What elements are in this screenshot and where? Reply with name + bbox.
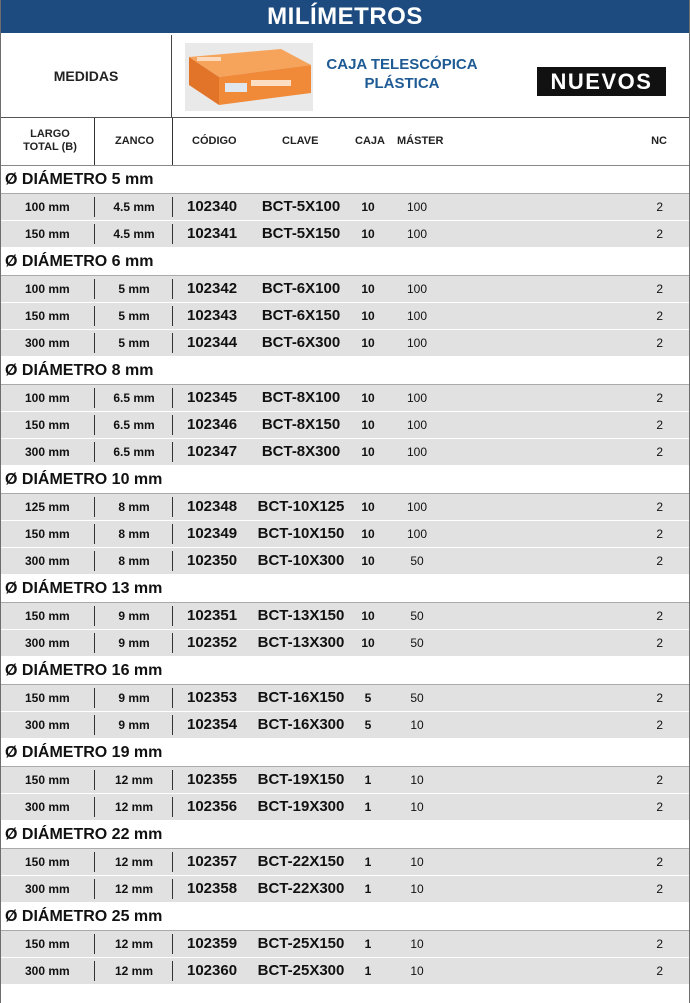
clave-cell: BCT-13X300 — [257, 634, 345, 651]
section-title: Ø DIÁMETRO 8 mm — [1, 357, 689, 385]
master-cell: 100 — [406, 445, 428, 459]
clave-cell: BCT-22X300 — [257, 880, 345, 897]
master-cell: 100 — [406, 336, 428, 350]
master-cell: 50 — [410, 691, 424, 705]
nc-cell: 2 — [656, 554, 663, 568]
master-cell: 100 — [406, 418, 428, 432]
caja-cell: 5 — [364, 691, 372, 705]
codigo-cell: 102354 — [187, 716, 238, 733]
zanco-cell: 12 mm — [114, 773, 154, 787]
caja-cell: 1 — [364, 855, 372, 869]
section-title: Ø DIÁMETRO 19 mm — [1, 739, 689, 767]
column-divider — [94, 797, 95, 817]
col-zanco: ZANCO — [115, 135, 155, 147]
nc-cell: 2 — [656, 609, 663, 623]
codigo-cell: 102359 — [187, 935, 238, 952]
largo-cell: 150 mm — [25, 855, 70, 869]
column-divider — [94, 852, 95, 872]
table-row — [1, 685, 689, 712]
largo-cell: 100 mm — [25, 200, 70, 214]
clave-cell: BCT-22X150 — [257, 853, 345, 870]
column-divider — [94, 197, 95, 217]
table-row — [1, 194, 689, 221]
table-row — [1, 794, 689, 821]
column-divider — [94, 118, 95, 165]
largo-cell: 300 mm — [25, 554, 70, 568]
master-cell: 50 — [410, 609, 424, 623]
codigo-cell: 102356 — [187, 798, 238, 815]
column-divider — [172, 224, 173, 244]
codigo-cell: 102351 — [187, 607, 238, 624]
codigo-cell: 102343 — [187, 307, 238, 324]
clave-cell: BCT-5X100 — [261, 198, 341, 215]
column-divider — [172, 388, 173, 408]
clave-cell: BCT-19X150 — [257, 771, 345, 788]
largo-cell: 125 mm — [25, 500, 70, 514]
col-largo: LARGO TOTAL (B) — [23, 128, 77, 153]
nc-cell: 2 — [656, 227, 663, 241]
table-row — [1, 439, 689, 466]
column-divider — [94, 306, 95, 326]
master-cell: 10 — [410, 773, 424, 787]
column-divider — [172, 197, 173, 217]
master-cell: 10 — [410, 718, 424, 732]
zanco-cell: 6.5 mm — [113, 391, 155, 405]
largo-cell: 100 mm — [25, 391, 70, 405]
zanco-cell: 8 mm — [118, 527, 150, 541]
clave-cell: BCT-25X150 — [257, 935, 345, 952]
clave-cell: BCT-19X300 — [257, 798, 345, 815]
column-divider — [172, 118, 173, 165]
column-headers — [1, 118, 689, 166]
column-divider — [172, 633, 173, 653]
codigo-cell: 102360 — [187, 962, 238, 979]
caja-cell: 10 — [361, 527, 375, 541]
caja-cell: 10 — [361, 309, 375, 323]
caja-telescopica-label: CAJA TELESCÓPICA PLÁSTICA — [326, 56, 478, 92]
clave-cell: BCT-8X150 — [261, 416, 341, 433]
zanco-cell: 5 mm — [118, 282, 150, 296]
zanco-cell: 12 mm — [114, 882, 154, 896]
column-divider — [172, 879, 173, 899]
column-divider — [94, 606, 95, 626]
largo-cell: 300 mm — [25, 718, 70, 732]
col-codigo: CÓDIGO — [192, 135, 237, 147]
section-title: Ø DIÁMETRO 5 mm — [1, 166, 689, 194]
codigo-cell: 102342 — [187, 280, 238, 297]
table-row — [1, 303, 689, 330]
table-row — [1, 603, 689, 630]
column-divider — [172, 524, 173, 544]
master-cell: 100 — [406, 527, 428, 541]
codigo-cell: 102341 — [187, 225, 238, 242]
largo-cell: 150 mm — [25, 227, 70, 241]
column-divider — [172, 306, 173, 326]
column-divider — [94, 388, 95, 408]
largo-cell: 100 mm — [25, 282, 70, 296]
table-row — [1, 630, 689, 657]
codigo-cell: 102347 — [187, 443, 238, 460]
col-caja: CAJA — [355, 135, 385, 147]
codigo-cell: 102355 — [187, 771, 238, 788]
section-title: Ø DIÁMETRO 13 mm — [1, 575, 689, 603]
clave-cell: BCT-16X150 — [257, 689, 345, 706]
caja-cell: 5 — [364, 718, 372, 732]
codigo-cell: 102350 — [187, 552, 238, 569]
col-nc: NC — [651, 135, 667, 147]
section-title: Ø DIÁMETRO 22 mm — [1, 821, 689, 849]
caja-cell: 1 — [364, 937, 372, 951]
master-cell: 10 — [410, 855, 424, 869]
column-divider — [172, 551, 173, 571]
caja-cell: 10 — [361, 636, 375, 650]
column-divider — [94, 279, 95, 299]
nc-cell: 2 — [656, 718, 663, 732]
column-divider — [94, 879, 95, 899]
table-row — [1, 849, 689, 876]
column-divider — [172, 961, 173, 981]
clave-cell: BCT-10X125 — [257, 498, 345, 515]
largo-cell: 150 mm — [25, 609, 70, 623]
codigo-cell: 102352 — [187, 634, 238, 651]
table-row — [1, 931, 689, 958]
section-title: Ø DIÁMETRO 16 mm — [1, 657, 689, 685]
column-divider — [172, 770, 173, 790]
caja-cell: 1 — [364, 800, 372, 814]
clave-cell: BCT-6X300 — [261, 334, 341, 351]
column-divider — [172, 442, 173, 462]
nc-cell: 2 — [656, 336, 663, 350]
zanco-cell: 8 mm — [118, 554, 150, 568]
caja-cell: 10 — [361, 282, 375, 296]
nc-cell: 2 — [656, 964, 663, 978]
column-divider — [94, 497, 95, 517]
table-row — [1, 494, 689, 521]
caja-cell: 10 — [361, 418, 375, 432]
master-cell: 50 — [410, 636, 424, 650]
zanco-cell: 6.5 mm — [113, 445, 155, 459]
column-divider — [94, 770, 95, 790]
codigo-cell: 102349 — [187, 525, 238, 542]
nc-cell: 2 — [656, 282, 663, 296]
master-cell: 10 — [410, 964, 424, 978]
medidas-label: MEDIDAS — [1, 35, 172, 117]
nuevos-badge: NUEVOS — [537, 67, 666, 96]
largo-cell: 150 mm — [25, 527, 70, 541]
nc-cell: 2 — [656, 391, 663, 405]
largo-cell: 300 mm — [25, 636, 70, 650]
largo-cell: 300 mm — [25, 336, 70, 350]
largo-cell: 300 mm — [25, 882, 70, 896]
column-divider — [94, 524, 95, 544]
master-cell: 100 — [406, 227, 428, 241]
codigo-cell: 102346 — [187, 416, 238, 433]
master-cell: 100 — [406, 500, 428, 514]
column-divider — [94, 715, 95, 735]
nc-cell: 2 — [656, 636, 663, 650]
zanco-cell: 9 mm — [118, 718, 150, 732]
column-divider — [94, 934, 95, 954]
master-cell: 100 — [406, 391, 428, 405]
table-row — [1, 221, 689, 248]
zanco-cell: 9 mm — [118, 609, 150, 623]
column-divider — [94, 415, 95, 435]
clave-cell: BCT-5X150 — [261, 225, 341, 242]
zanco-cell: 12 mm — [114, 964, 154, 978]
largo-cell: 150 mm — [25, 309, 70, 323]
column-divider — [172, 415, 173, 435]
table-row — [1, 276, 689, 303]
clave-cell: BCT-6X150 — [261, 307, 341, 324]
nc-cell: 2 — [656, 445, 663, 459]
clave-cell: BCT-8X100 — [261, 389, 341, 406]
clave-cell: BCT-10X300 — [257, 552, 345, 569]
product-header — [1, 35, 689, 118]
table-row — [1, 876, 689, 903]
table-row — [1, 330, 689, 357]
codigo-cell: 102353 — [187, 689, 238, 706]
nc-cell: 2 — [656, 855, 663, 869]
nc-cell: 2 — [656, 773, 663, 787]
column-divider — [94, 224, 95, 244]
zanco-cell: 4.5 mm — [113, 200, 155, 214]
largo-cell: 300 mm — [25, 964, 70, 978]
master-cell: 100 — [406, 200, 428, 214]
column-divider — [94, 688, 95, 708]
column-divider — [172, 333, 173, 353]
codigo-cell: 102348 — [187, 498, 238, 515]
nc-cell: 2 — [656, 937, 663, 951]
clave-cell: BCT-16X300 — [257, 716, 345, 733]
column-divider — [94, 333, 95, 353]
caja-cell: 10 — [361, 336, 375, 350]
nc-cell: 2 — [656, 882, 663, 896]
caja-cell: 1 — [364, 882, 372, 896]
caja-cell: 10 — [361, 200, 375, 214]
zanco-cell: 9 mm — [118, 636, 150, 650]
column-divider — [94, 961, 95, 981]
page-title: MILÍMETROS — [1, 0, 689, 35]
column-divider — [172, 934, 173, 954]
caja-cell: 10 — [361, 445, 375, 459]
largo-cell: 150 mm — [25, 691, 70, 705]
nc-cell: 2 — [656, 691, 663, 705]
table-row — [1, 412, 689, 439]
codigo-cell: 102344 — [187, 334, 238, 351]
caja-cell: 10 — [361, 500, 375, 514]
nc-cell: 2 — [656, 800, 663, 814]
table-row — [1, 548, 689, 575]
caja-cell: 10 — [361, 609, 375, 623]
column-divider — [94, 442, 95, 462]
nc-cell: 2 — [656, 527, 663, 541]
clave-cell: BCT-25X300 — [257, 962, 345, 979]
zanco-cell: 5 mm — [118, 336, 150, 350]
section-title: Ø DIÁMETRO 10 mm — [1, 466, 689, 494]
nc-cell: 2 — [656, 418, 663, 432]
zanco-cell: 12 mm — [114, 855, 154, 869]
zanco-cell: 5 mm — [118, 309, 150, 323]
largo-cell: 150 mm — [25, 418, 70, 432]
box-product-image — [185, 43, 313, 111]
zanco-cell: 12 mm — [114, 800, 154, 814]
master-cell: 50 — [410, 554, 424, 568]
table-row — [1, 767, 689, 794]
table-row — [1, 958, 689, 985]
column-divider — [172, 797, 173, 817]
master-cell: 10 — [410, 882, 424, 896]
column-divider — [172, 279, 173, 299]
table-row — [1, 712, 689, 739]
zanco-cell: 8 mm — [118, 500, 150, 514]
nc-cell: 2 — [656, 200, 663, 214]
nc-cell: 2 — [656, 309, 663, 323]
column-divider — [94, 633, 95, 653]
codigo-cell: 102357 — [187, 853, 238, 870]
codigo-cell: 102358 — [187, 880, 238, 897]
column-divider — [172, 497, 173, 517]
column-divider — [172, 715, 173, 735]
largo-cell: 300 mm — [25, 445, 70, 459]
nc-cell: 2 — [656, 500, 663, 514]
largo-cell: 150 mm — [25, 937, 70, 951]
clave-cell: BCT-13X150 — [257, 607, 345, 624]
largo-cell: 300 mm — [25, 800, 70, 814]
caja-cell: 10 — [361, 391, 375, 405]
column-divider — [172, 688, 173, 708]
column-divider — [172, 852, 173, 872]
col-master: MÁSTER — [397, 135, 444, 147]
caja-cell: 10 — [361, 227, 375, 241]
master-cell: 100 — [406, 309, 428, 323]
zanco-cell: 9 mm — [118, 691, 150, 705]
section-title: Ø DIÁMETRO 25 mm — [1, 903, 689, 931]
master-cell: 10 — [410, 937, 424, 951]
zanco-cell: 12 mm — [114, 937, 154, 951]
clave-cell: BCT-10X150 — [257, 525, 345, 542]
master-cell: 10 — [410, 800, 424, 814]
codigo-cell: 102345 — [187, 389, 238, 406]
table-row — [1, 521, 689, 548]
master-cell: 100 — [406, 282, 428, 296]
caja-cell: 1 — [364, 773, 372, 787]
table-row — [1, 385, 689, 412]
codigo-cell: 102340 — [187, 198, 238, 215]
clave-cell: BCT-8X300 — [261, 443, 341, 460]
column-divider — [94, 551, 95, 571]
zanco-cell: 4.5 mm — [113, 227, 155, 241]
column-divider — [172, 606, 173, 626]
col-clave: CLAVE — [282, 135, 319, 147]
zanco-cell: 6.5 mm — [113, 418, 155, 432]
largo-cell: 150 mm — [25, 773, 70, 787]
clave-cell: BCT-6X100 — [261, 280, 341, 297]
caja-cell: 1 — [364, 964, 372, 978]
caja-cell: 10 — [361, 554, 375, 568]
section-title: Ø DIÁMETRO 6 mm — [1, 248, 689, 276]
